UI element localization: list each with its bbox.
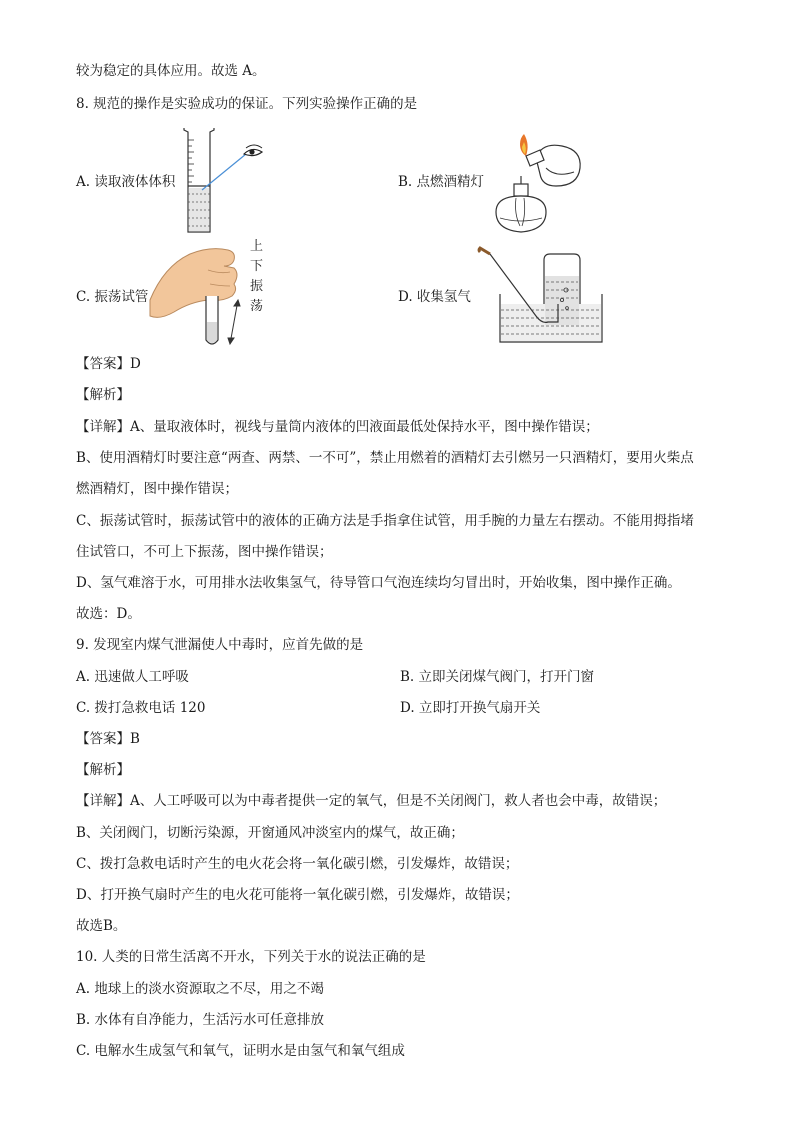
q10-option-a: A. 地球上的淡水资源取之不尽，用之不竭 bbox=[76, 981, 324, 997]
q9-detail-3: C、拨打急救电话时产生的电火花会将一氧化碳引燃，引发爆炸，故错误； bbox=[76, 856, 519, 872]
q8-option-b: B. 点燃酒精灯 bbox=[398, 174, 485, 190]
q9-detail-5: 故选B。 bbox=[76, 918, 127, 934]
figure-shaking-test-tube bbox=[150, 240, 270, 352]
q9-answer: 【答案】B bbox=[76, 731, 140, 747]
figure-gas-collection bbox=[476, 246, 606, 346]
q9-option-d: D. 立即打开换气扇开关 bbox=[400, 700, 541, 716]
q8-detail-2: B、使用酒精灯时要注意“两查、两禁、一不可”，禁止用燃着的酒精灯去引燃另一只酒精灯，要用火柴点 bbox=[76, 450, 694, 466]
shake-label-1: 上 bbox=[250, 239, 264, 254]
q9-option-a: A. 迅速做人工呼吸 bbox=[76, 669, 189, 685]
q9-stem: 9. 发现室内煤气泄漏使人中毒时，应首先做的是 bbox=[76, 637, 364, 653]
q9-detail-1: 【详解】A、人工呼吸可以为中毒者提供一定的氧气，但是不关闭阀门，救人者也会中毒，故错误； bbox=[76, 793, 667, 809]
shake-label-3: 振 bbox=[250, 279, 264, 294]
q9-detail-2: B、关闭阀门，切断污染源，开窗通风冲淡室内的煤气，故正确； bbox=[76, 825, 464, 841]
q8-option-d: D. 收集氢气 bbox=[398, 289, 471, 305]
figure-alcohol-lamps bbox=[486, 128, 596, 238]
q10-option-b: B. 水体有自净能力，生活污水可任意排放 bbox=[76, 1012, 325, 1028]
shake-label-4: 荡 bbox=[250, 299, 264, 314]
q8-detail-7: 故选：D。 bbox=[76, 606, 141, 622]
eye-icon bbox=[244, 145, 262, 156]
shake-label-2: 下 bbox=[250, 259, 264, 274]
q8-detail-5: 住试管口，不可上下振荡，图中操作错误； bbox=[76, 544, 333, 560]
q9-analysis-title: 【解析】 bbox=[76, 762, 130, 778]
flame-icon bbox=[520, 134, 528, 156]
q10-option-c: C. 电解水生成氢气和氧气，证明水是由氢气和氧气组成 bbox=[76, 1043, 405, 1059]
q9-option-c: C. 拨打急救电话 120 bbox=[76, 700, 206, 716]
q8-detail-4: C、振荡试管时，振荡试管中的液体的正确方法是手指拿住试管，用手腕的力量左右摆动。不能用拇指堵 bbox=[76, 513, 694, 529]
q9-option-b: B. 立即关闭煤气阀门，打开门窗 bbox=[400, 669, 595, 685]
q8-detail-3: 燃酒精灯，图中操作错误； bbox=[76, 481, 238, 497]
hand-icon bbox=[150, 249, 237, 318]
q8-detail-6: D、氢气难溶于水，可用排水法收集氢气，待导管口气泡连续均匀冒出时，开始收集，图中操作正确。 bbox=[76, 575, 681, 591]
q8-analysis-title: 【解析】 bbox=[76, 387, 130, 403]
q9-detail-4: D、打开换气扇时产生的电火花可能将一氧化碳引燃，引发爆炸，故错误； bbox=[76, 887, 519, 903]
intro-line: 较为稳定的具体应用。故选 A。 bbox=[76, 63, 266, 79]
q8-option-c: C. 振荡试管 bbox=[76, 289, 149, 305]
q8-detail-1: 【详解】A、量取液体时，视线与量筒内液体的凹液面最低处保持水平，图中操作错误； bbox=[76, 419, 599, 435]
q8-option-a: A. 读取液体体积 bbox=[76, 174, 176, 190]
q8-stem: 8. 规范的操作是实验成功的保证。下列实验操作正确的是 bbox=[76, 96, 418, 112]
q10-stem: 10. 人类的日常生活离不开水，下列关于水的说法正确的是 bbox=[76, 949, 426, 965]
q8-answer: 【答案】D bbox=[76, 356, 141, 372]
figure-graduated-cylinder bbox=[180, 126, 270, 236]
